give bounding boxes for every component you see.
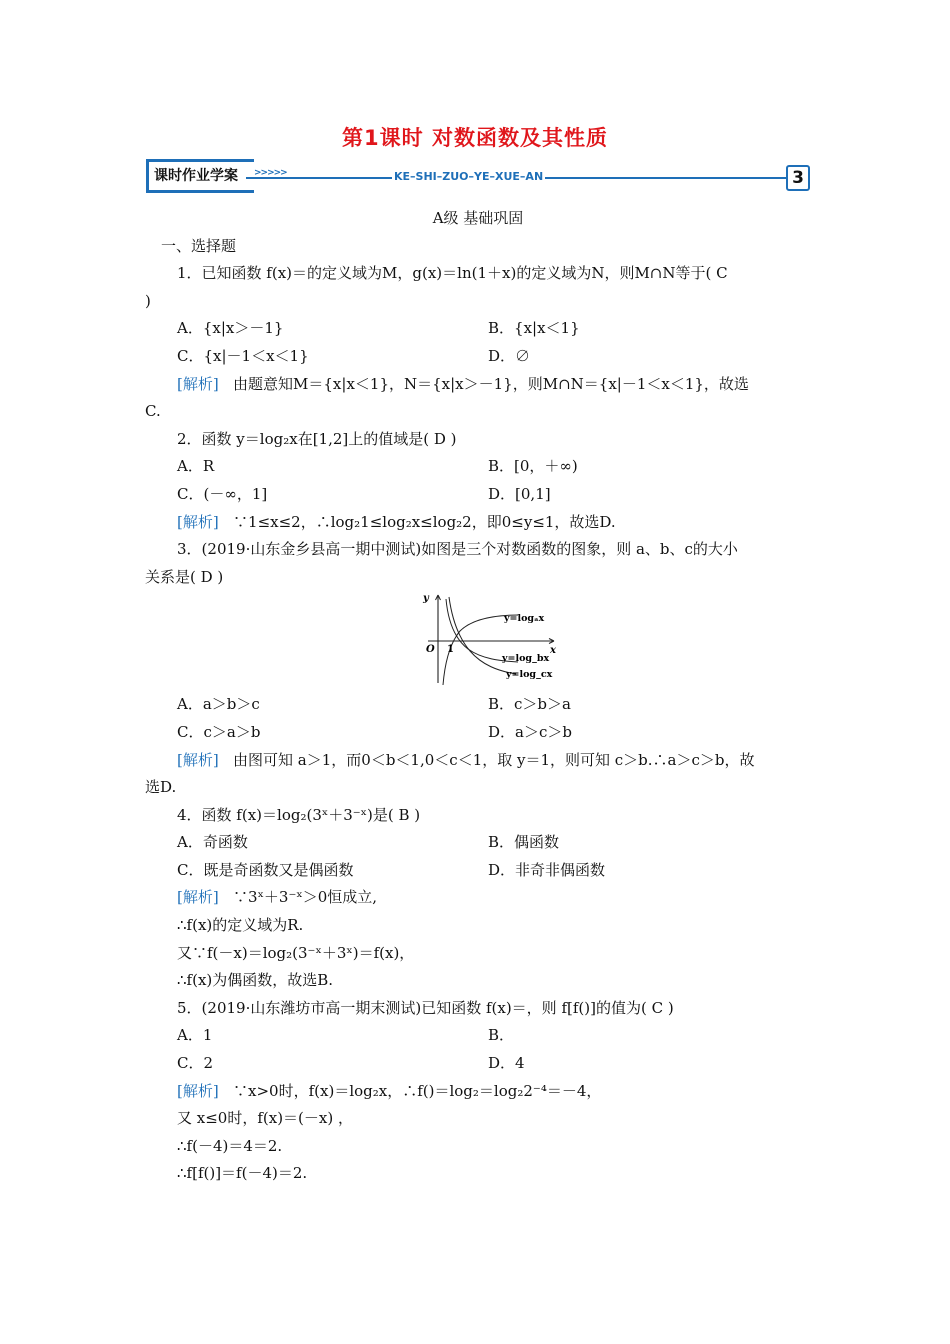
q5-options-row2 [145,1050,811,1078]
q4-explanation [145,884,811,912]
q3-analysis-tag: [解析] [177,750,219,769]
q3-options-row1 [145,691,811,719]
q1-explanation-end: C. [145,402,161,421]
label-log-b: y=log_bx [502,653,550,665]
q1-analysis-tag: [解析] [177,374,219,393]
q4-options-row1 [145,829,811,857]
banner-arrows: >>>>> [254,168,287,178]
q5-option-b: B． [488,1026,515,1045]
q5-explanation-text-1: ∵x>0时，f(x)＝log₂x，∴f()＝log₂＝log₂2⁻⁴＝－4， [233,1081,602,1100]
q1-stem: 1．已知函数 f(x)＝的定义域为M，g(x)＝ln(1＋x)的定义域为N，则M∩N等于( C [177,264,728,283]
q2-option-b: B．[0，＋∞) [488,457,578,476]
q3-options-row2 [145,719,811,747]
q4-option-b: B．偶函数 [488,833,560,852]
q5-explanation-text-3: ∴f(－4)＝4＝2. [177,1136,283,1155]
q5-stem: 5．(2019·山东潍坊市高一期末测试)已知函数 f(x)＝，则 f[f()]的值为( C ) [177,998,674,1017]
tick-one-label: 1 [447,644,454,656]
q5-option-d: D．4 [488,1054,525,1073]
banner-label: 课时作业学案 [154,168,238,184]
q4-explanation-text-2: ∴f(x)的定义域为R. [177,916,304,935]
lesson-title: 第1课时 对数函数及其性质 [342,126,608,150]
q1-explanation-text: 由题意知M＝{x|x＜1}，N＝{x|x＞－1}，则M∩N＝{x|－1＜x＜1}，故选 [233,374,749,393]
q2-options-row2 [145,481,811,509]
q1-explanation [145,371,811,399]
q1-options-row2 [145,343,811,371]
section-heading: 一、选择题 [161,236,237,255]
q1-stem-end: ) [145,291,151,310]
homework-banner [146,157,814,197]
q5-options-row1 [145,1022,811,1050]
q5-analysis-tag: [解析] [177,1081,219,1100]
q5-option-a: A．1 [177,1026,213,1045]
q4-stem: 4．函数 f(x)＝log₂(3ˣ＋3⁻ˣ)是( B ) [177,805,421,824]
label-log-a: y=logₐx [504,613,545,625]
q3-stem: 3．(2019·山东金乡县高一期中测试)如图是三个对数函数的图象，则 a、b、c的大小 [177,540,738,559]
q2-explanation-text: ∵1≤x≤2，∴log₂1≤log₂x≤log₂2，即0≤y≤1，故选D. [233,512,616,531]
q3-explanation-text: 由图可知 a＞1，而0＜b＜1,0＜c＜1，取 y＝1，则可知 c＞b.∴a＞c＞b，故 [233,750,755,769]
q4-analysis-tag: [解析] [177,888,219,907]
level-heading: A级 基础巩固 [432,209,524,227]
q1-options-row1 [145,315,811,343]
q4-option-c: C．既是奇函数又是偶函数 [177,860,354,879]
q4-explanation-text-1: ∵3ˣ＋3⁻ˣ＞0恒成立, [233,888,378,907]
q1-option-d: D．∅ [488,346,531,365]
q5-explanation-text-4: ∴f[f()]＝f(－4)＝2. [177,1164,308,1183]
q5-explanation-text-2: 又 x≤0时，f(x)＝(－x) ， [177,1109,353,1128]
q5-explanation [145,1078,811,1106]
q3-explanation-end: 选D. [145,778,177,797]
q1-option-a: A．{x|x＞－1} [177,319,284,338]
q3-option-b: B．c＞b＞a [488,695,571,714]
origin-label: O [426,644,435,656]
worksheet-content [145,205,811,1188]
q2-analysis-tag: [解析] [177,512,219,531]
label-log-c: y=log_cx [506,669,553,681]
q1-option-b: B．{x|x＜1} [488,319,580,338]
q3-figure [145,591,811,691]
q2-explanation [145,509,811,537]
q4-option-a: A．奇函数 [177,833,248,852]
log-graph-figure [420,591,560,687]
q2-option-c: C．(－∞，1] [177,484,268,503]
q4-explanation-text-3: 又∵f(－x)＝log₂(3⁻ˣ＋3ˣ)＝f(x)， [177,943,415,962]
q3-stem-end: 关系是( D ) [145,567,224,586]
banner-pinyin: KE–SHI–ZUO–YE–XUE–AN [394,170,544,183]
banner-number: 3 [786,165,810,191]
y-axis-label: y [423,593,429,605]
q3-option-c: C．c＞a＞b [177,722,261,741]
q2-option-d: D．[0,1] [488,484,551,503]
q4-options-row2 [145,857,811,885]
q3-option-a: A．a＞b＞c [177,695,260,714]
q1-option-c: C．{x|－1＜x＜1} [177,346,309,365]
q2-option-a: A．R [177,457,215,476]
q5-option-c: C．2 [177,1054,214,1073]
x-axis-label: x [550,645,556,657]
q4-explanation-text-4: ∴f(x)为偶函数，故选B. [177,971,334,990]
q3-option-d: D．a＞c＞b [488,722,572,741]
q4-option-d: D．非奇非偶函数 [488,860,606,879]
q2-stem: 2．函数 y＝log₂x在[1,2]上的值域是( D ) [177,429,457,448]
q3-explanation [145,747,811,775]
q2-options-row1 [145,453,811,481]
